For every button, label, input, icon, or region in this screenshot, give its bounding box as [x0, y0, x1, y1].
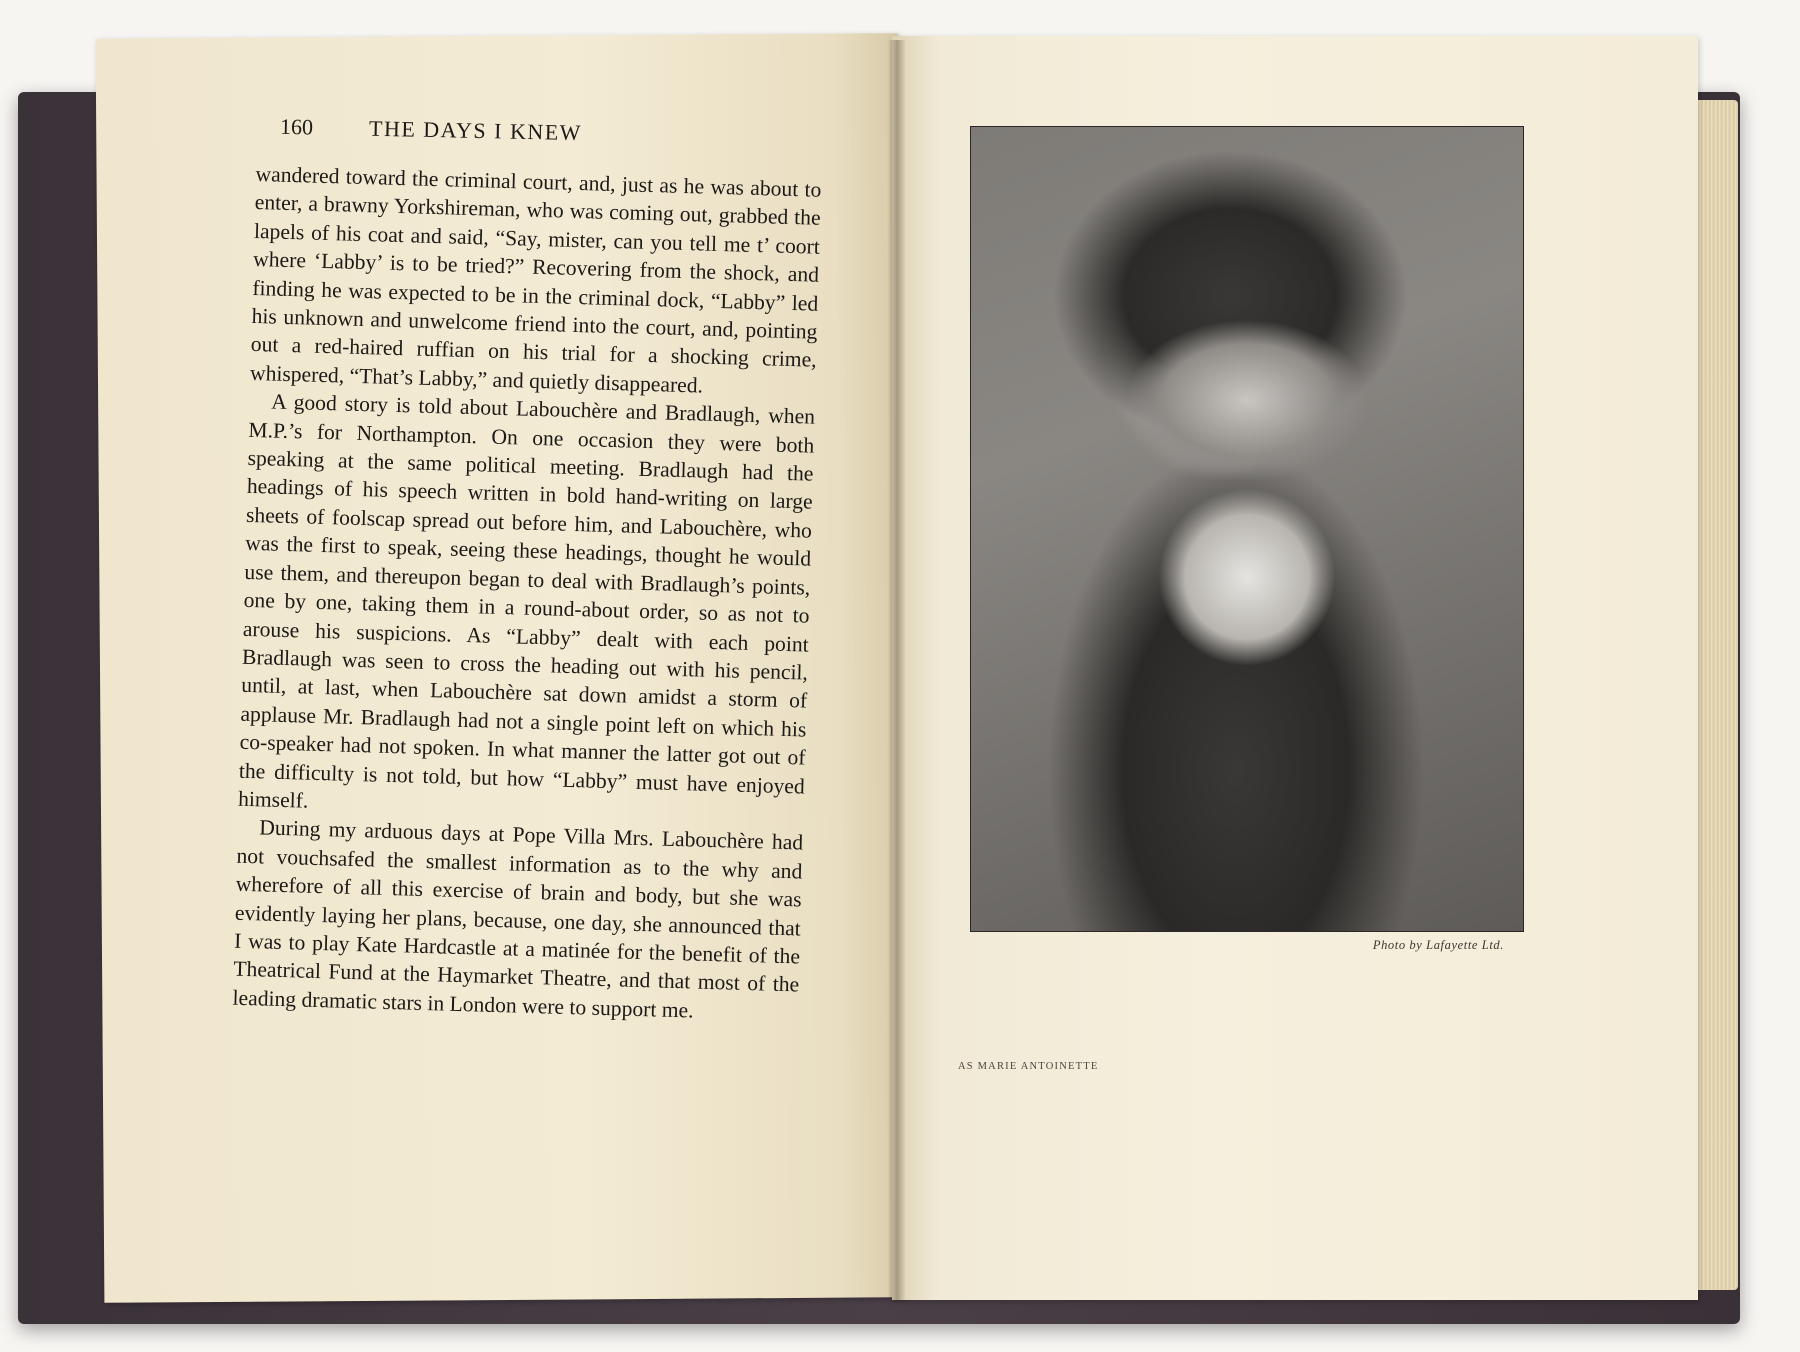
page-number: 160 [279, 113, 314, 140]
body-text [232, 160, 822, 1028]
photo-caption: AS MARIE ANTOINETTE [958, 1061, 1099, 1072]
paragraph-2: A good story is told about Labouchère and Bradlaugh, when M.P.’s for Northampton. On one occasion they were both speaking at the same political meeting. Bradlaugh had the headings of his speech written in bold hand-writing on large sheets of foolscap spread out before him, and Labouchère, who was the first to speak, seeing these headings, thought he would use them, and thereupon began to deal with Bradlaugh’s points, one by one, taking them in a round-about order, so as not to arouse his suspicions. As “Labby” dealt with each point Bradlaugh was seen to cross the heading out with his pencil, until, at last, when Labouchère sat down amidst a storm of applause Mr. Bradlaugh had not a single point left on which his co-speaker had not spoken. In what manner the latter got out of the difficulty is not told, but how “Labby” must have enjoyed himself. [237, 389, 816, 813]
book-gutter [888, 40, 906, 1302]
running-title: THE DAYS I KNEW [368, 115, 583, 146]
photo-credit: Photo by Lafayette Ltd. [1372, 938, 1504, 952]
portrait-photo [970, 126, 1524, 932]
page-edges [1696, 100, 1738, 1290]
paragraph-3: During my arduous days at Pope Villa Mrs. Labouchère had not vouchsafed the smallest information as to the why and wherefore of all this exercise of brain and body, but she was evidently laying her plans, because, one day, she announced that I was to play Kate Hardcastle at a matinée for the benefit of the Theatrical Fund at the Haymarket Theatre, and that most of the leading dramatic stars in London were to support me. [232, 815, 804, 1023]
paragraph-1: wandered toward the criminal court, and, just as he was about to enter, a brawny Yorkshireman, who was coming out, grabbed the lapels of his coat and said, “Say, mister, can you tell me t’ coort where ‘Labby’ is to be tried?” Recovering from the shock, and finding he was expected to be in the criminal dock, “Labby” led his unknown and unwelcome friend into the court, and, pointing out a red-haired ruffian on his trial for a shocking crime, whispered, “That’s Labby,” and quietly disappeared. [249, 161, 822, 398]
